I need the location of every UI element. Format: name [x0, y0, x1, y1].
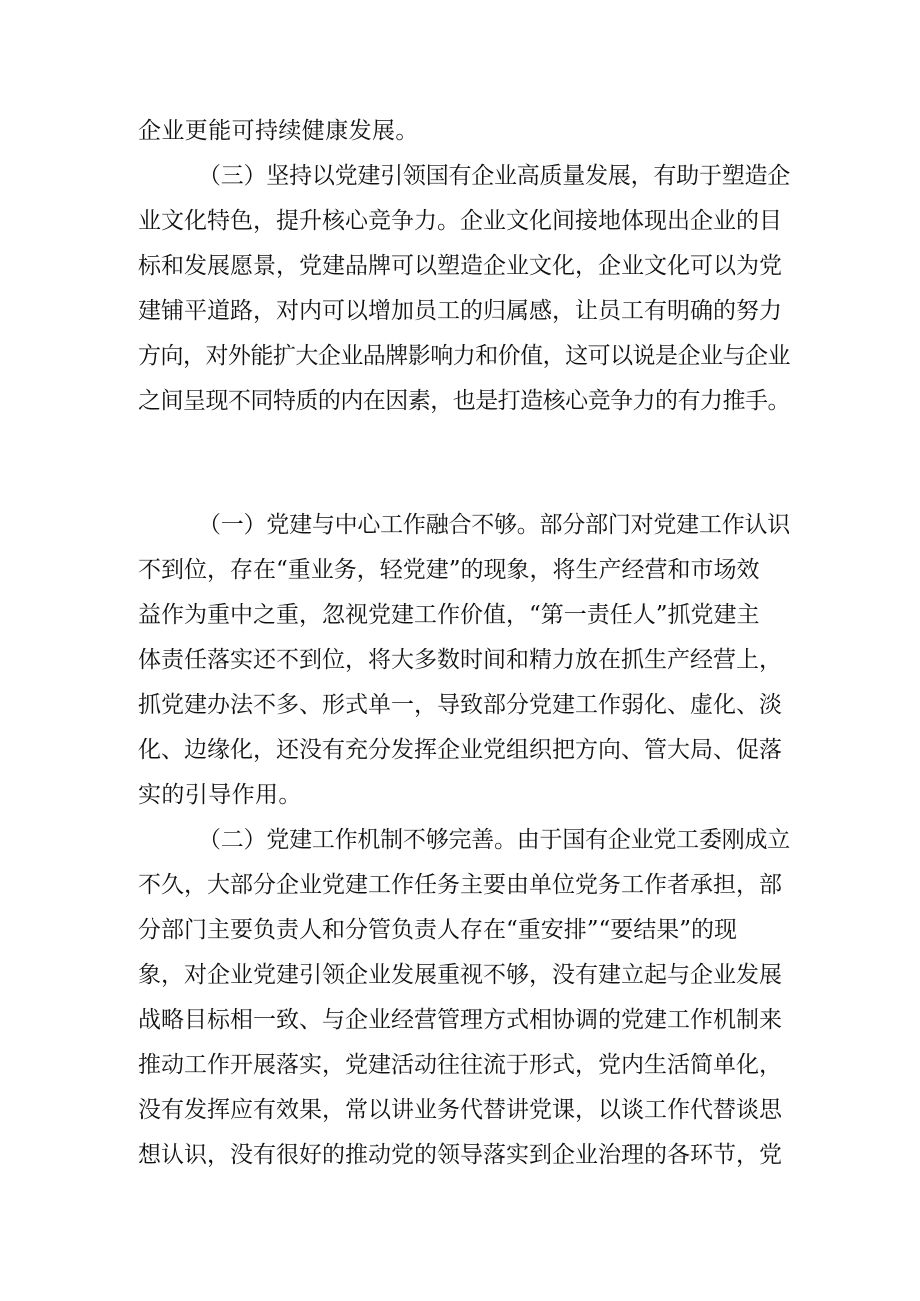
- text-line: 没有发挥应有效果，常以讲业务代替讲党课，以谈工作代替谈思: [138, 1097, 782, 1123]
- text-line: 建铺平道路，对内可以增加员工的归属感，让员工有明确的努力: [138, 298, 782, 324]
- text-line: 想认识，没有很好的推动党的领导落实到企业治理的各环节，党: [138, 1142, 782, 1168]
- text-line: 不久，大部分企业党建工作任务主要由单位党务工作者承担，部: [138, 872, 782, 898]
- text-line: 业文化特色，提升核心竞争力。企业文化间接地体现出企业的目: [138, 208, 782, 234]
- text-line: 化、边缘化，还没有充分发挥企业党组织把方向、管大局、促落: [138, 737, 782, 763]
- text-line: 方向，对外能扩大企业品牌影响力和价值，这可以说是企业与企业: [138, 343, 790, 369]
- text-line: （二）党建工作机制不够完善。由于国有企业党工委刚成立: [198, 827, 791, 853]
- text-line: 推动工作开展落实，党建活动往往流于形式，党内生活简单化，: [138, 1052, 782, 1078]
- text-line: 企业更能可持续健康发展。: [138, 118, 419, 144]
- text-line: 象，对企业党建引领企业发展重视不够，没有建立起与企业发展: [138, 962, 782, 988]
- text-line: 益作为重中之重，忽视党建工作价值，“第一责任人”抓党建主: [138, 602, 760, 628]
- text-line: 体责任落实还不到位，将大多数时间和精力放在抓生产经营上，: [138, 647, 782, 673]
- text-line: 战略目标相一致、与企业经营管理方式相协调的党建工作机制来: [138, 1007, 782, 1033]
- text-line: （三）坚持以党建引领国有企业高质量发展，有助于塑造企: [198, 163, 791, 189]
- text-line: 实的引导作用。: [138, 782, 302, 808]
- text-line: 抓党建办法不多、形式单一，导致部分党建工作弱化、虚化、淡: [138, 692, 782, 718]
- text-line: （一）党建与中心工作融合不够。部分部门对党建工作认识: [198, 512, 791, 538]
- text-line: 分部门主要负责人和分管负责人存在“重安排”“要结果”的现: [138, 917, 738, 943]
- text-line: 不到位，存在“重业务，轻党建”的现象，将生产经营和市场效: [138, 557, 760, 583]
- text-line: 之间呈现不同特质的内在因素，也是打造核心竞争力的有力推手。: [138, 388, 790, 414]
- text-line: 标和发展愿景，党建品牌可以塑造企业文化，企业文化可以为党: [138, 253, 782, 279]
